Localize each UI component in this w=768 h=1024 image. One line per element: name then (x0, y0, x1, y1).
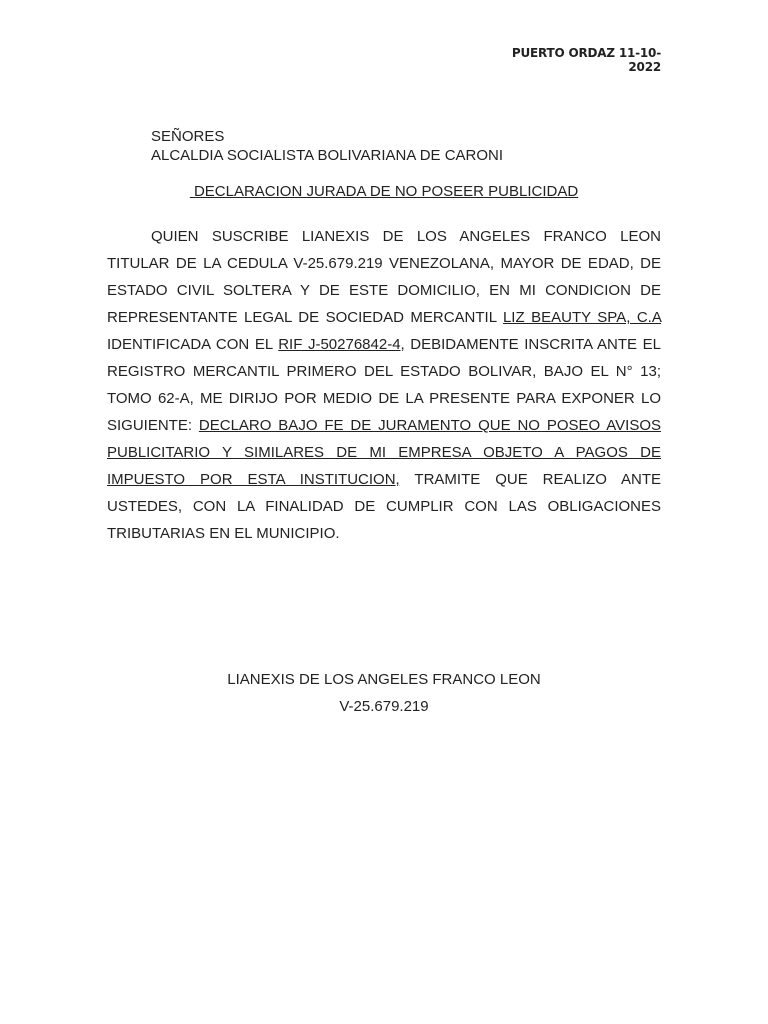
company-name: LIZ BEAUTY SPA, C.A (502, 309, 661, 326)
document-title-text: DECLARACION JURADA DE NO POSEER PUBLICIDAD (189, 183, 579, 200)
body-text-part1: QUIEN SUSCRIBE LIANEXIS DE LOS ANGELES FRANCO LEON TITULAR DE LA CEDULA V-25.679.219 VENEZOLANA, MAYOR DE EDAD, DE ESTADO CIVIL SOLTERA Y DE ESTE DOMICILIO, EN MI CONDICION DE REPRESENTANTE LEGAL DE SOCIEDAD MERCANTIL (107, 228, 661, 326)
addressee-salutation: SEÑORES (151, 128, 225, 145)
addressee-block (151, 127, 503, 165)
signature-id: V-25.679.219 (339, 698, 429, 715)
date-line: PUERTO ORDAZ 11-10-2022 (511, 46, 661, 74)
body-text-part4: TRAMITE QUE REALIZO ANTE USTEDES, CON LA FINALIDAD DE CUMPLIR CON LAS OBLIGACIONES TRIBUTARIAS EN EL MUNICIPIO. (107, 471, 662, 542)
rif-number: RIF J-50276842-4 (278, 336, 401, 353)
document-title (107, 182, 661, 201)
body-text-part3: , DEBIDAMENTE INSCRITA ANTE EL REGISTRO MERCANTIL PRIMERO DEL ESTADO BOLIVAR, BAJO EL N° 13; TOMO 62-A, ME DIRIJO POR MEDIO DE LA PRESENTE PARA EXPONER LO SIGUIENTE: (107, 336, 661, 434)
sworn-declaration: DECLARO BAJO FE DE JURAMENTO QUE NO POSEO AVISOS PUBLICITARIO Y SIMILARES DE MI EMPRESA OBJETO A PAGOS DE IMPUESTO POR ESTA INSTITUCION, (107, 417, 661, 488)
addressee-institution: ALCALDIA SOCIALISTA BOLIVARIANA DE CARONI (151, 147, 504, 164)
body-text-part2: IDENTIFICADA CON EL (107, 336, 279, 353)
body-paragraph (107, 223, 661, 547)
signature-name: LIANEXIS DE LOS ANGELES FRANCO LEON (227, 671, 541, 688)
